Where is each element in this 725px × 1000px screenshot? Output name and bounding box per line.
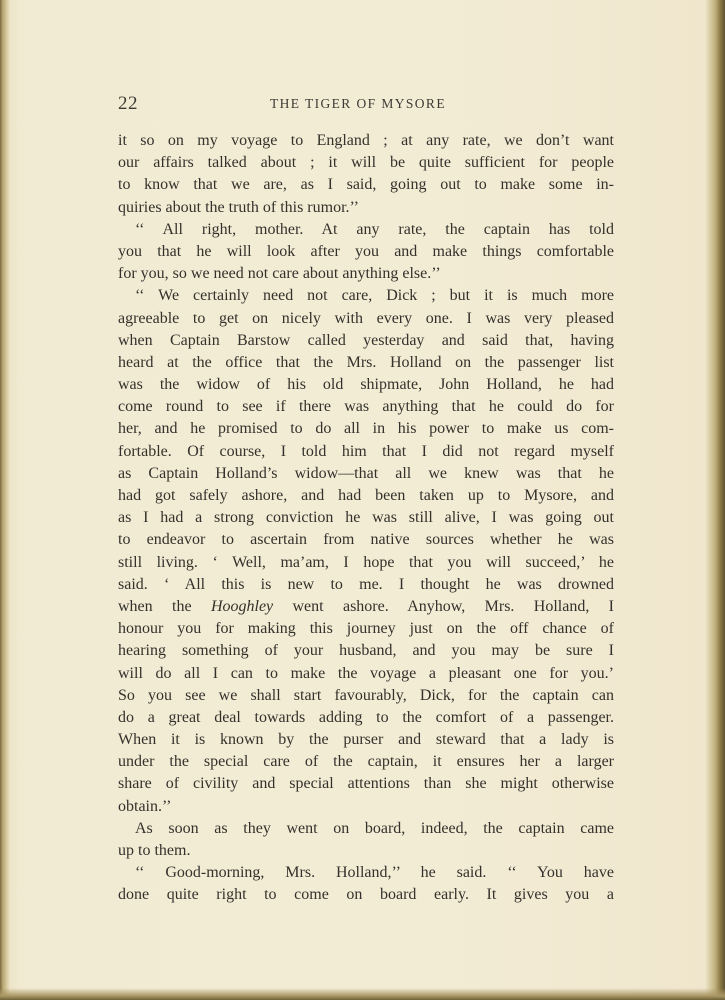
page-edge-right: [705, 0, 725, 1000]
body-text: [118, 130, 614, 907]
text-line: ‘‘ All right, mother. At any rate, the captain has told: [135, 220, 614, 238]
text-line: obtain.’’: [118, 797, 172, 815]
text-line: said. ‘ All this is new to me. I thought he was drowned: [118, 575, 614, 593]
text-line: it so on my voyage to England ; at any rate, we don’t want: [118, 132, 614, 149]
text-line: come round to see if there was anything that he could do for: [118, 398, 614, 416]
text-line: had got safely ashore, and had been taken up to Mysore, and: [118, 487, 614, 504]
text-line: as Captain Holland’s widow—that all we knew was that he: [118, 464, 614, 482]
page-gutter: [0, 0, 10, 1000]
page-header: [118, 93, 614, 115]
text-line: her, and he promised to do all in his power to make us com-: [118, 420, 614, 438]
text-line: you that he will look after you and make things comfortable: [118, 242, 614, 260]
text-line: still living. ‘ Well, ma’am, I hope that you will succeed,’ he: [118, 553, 614, 571]
text-line: when Captain Barstow called yesterday and said that, having: [118, 331, 614, 349]
page-number: 22: [118, 93, 138, 114]
text-line: When it is known by the purser and steward that a lady is: [118, 731, 614, 749]
text-line: honour you for making this journey just on the off chance of: [118, 620, 614, 638]
text-line: was the widow of his old shipmate, John Holland, he had: [118, 376, 614, 394]
text-line: So you see we shall start favourably, Dick, for the captain can: [118, 686, 614, 704]
text-line: As soon as they went on board, indeed, the captain came: [135, 819, 614, 837]
page-edge-bottom: [0, 988, 725, 1000]
text-line: as I had a strong conviction he was still alive, I was going out: [118, 509, 614, 527]
text-line: [118, 596, 614, 618]
text-line: ‘‘ Good-morning, Mrs. Holland,’’ he said. ‘‘ You have: [135, 864, 614, 882]
text-line: to know that we are, as I said, going out to make some in-: [118, 176, 614, 194]
text-line: up to them.: [118, 842, 191, 859]
ship-name-italic: Hooghley: [210, 597, 274, 615]
text-line: our affairs talked about ; it will be quite sufficient for people: [118, 154, 614, 172]
text-line: to endeavor to ascertain from native sources whether he was: [118, 531, 614, 549]
text-line: share of civility and special attentions than she might otherwise: [118, 775, 614, 793]
text-line: ‘‘ We certainly need not care, Dick ; but it is much more: [135, 287, 614, 305]
text-line: agreeable to get on nicely with every one. I was very pleased: [118, 309, 614, 327]
text-line-part: when the: [118, 597, 211, 615]
running-head: THE TIGER OF MYSORE: [270, 96, 446, 111]
text-line: quiries about the truth of this rumor.’’: [118, 198, 359, 216]
text-line: done quite right to come on board early. It gives you a: [118, 886, 614, 904]
text-line: under the special care of the captain, it ensures her a larger: [118, 753, 614, 771]
text-line-part: went ashore. Anyhow, Mrs. Holland, I: [273, 597, 615, 615]
text-line: heard at the office that the Mrs. Holland on the passenger list: [118, 353, 614, 371]
text-line: will do all I can to make the voyage a pleasant one for you.’: [118, 664, 614, 682]
text-line: hearing something of your husband, and you may be sure I: [118, 642, 614, 660]
text-line: do a great deal towards adding to the comfort of a passenger.: [118, 708, 614, 726]
text-line: fortable. Of course, I told him that I did not regard myself: [118, 442, 614, 460]
text-line: for you, so we need not care about anything else.’’: [118, 265, 441, 283]
